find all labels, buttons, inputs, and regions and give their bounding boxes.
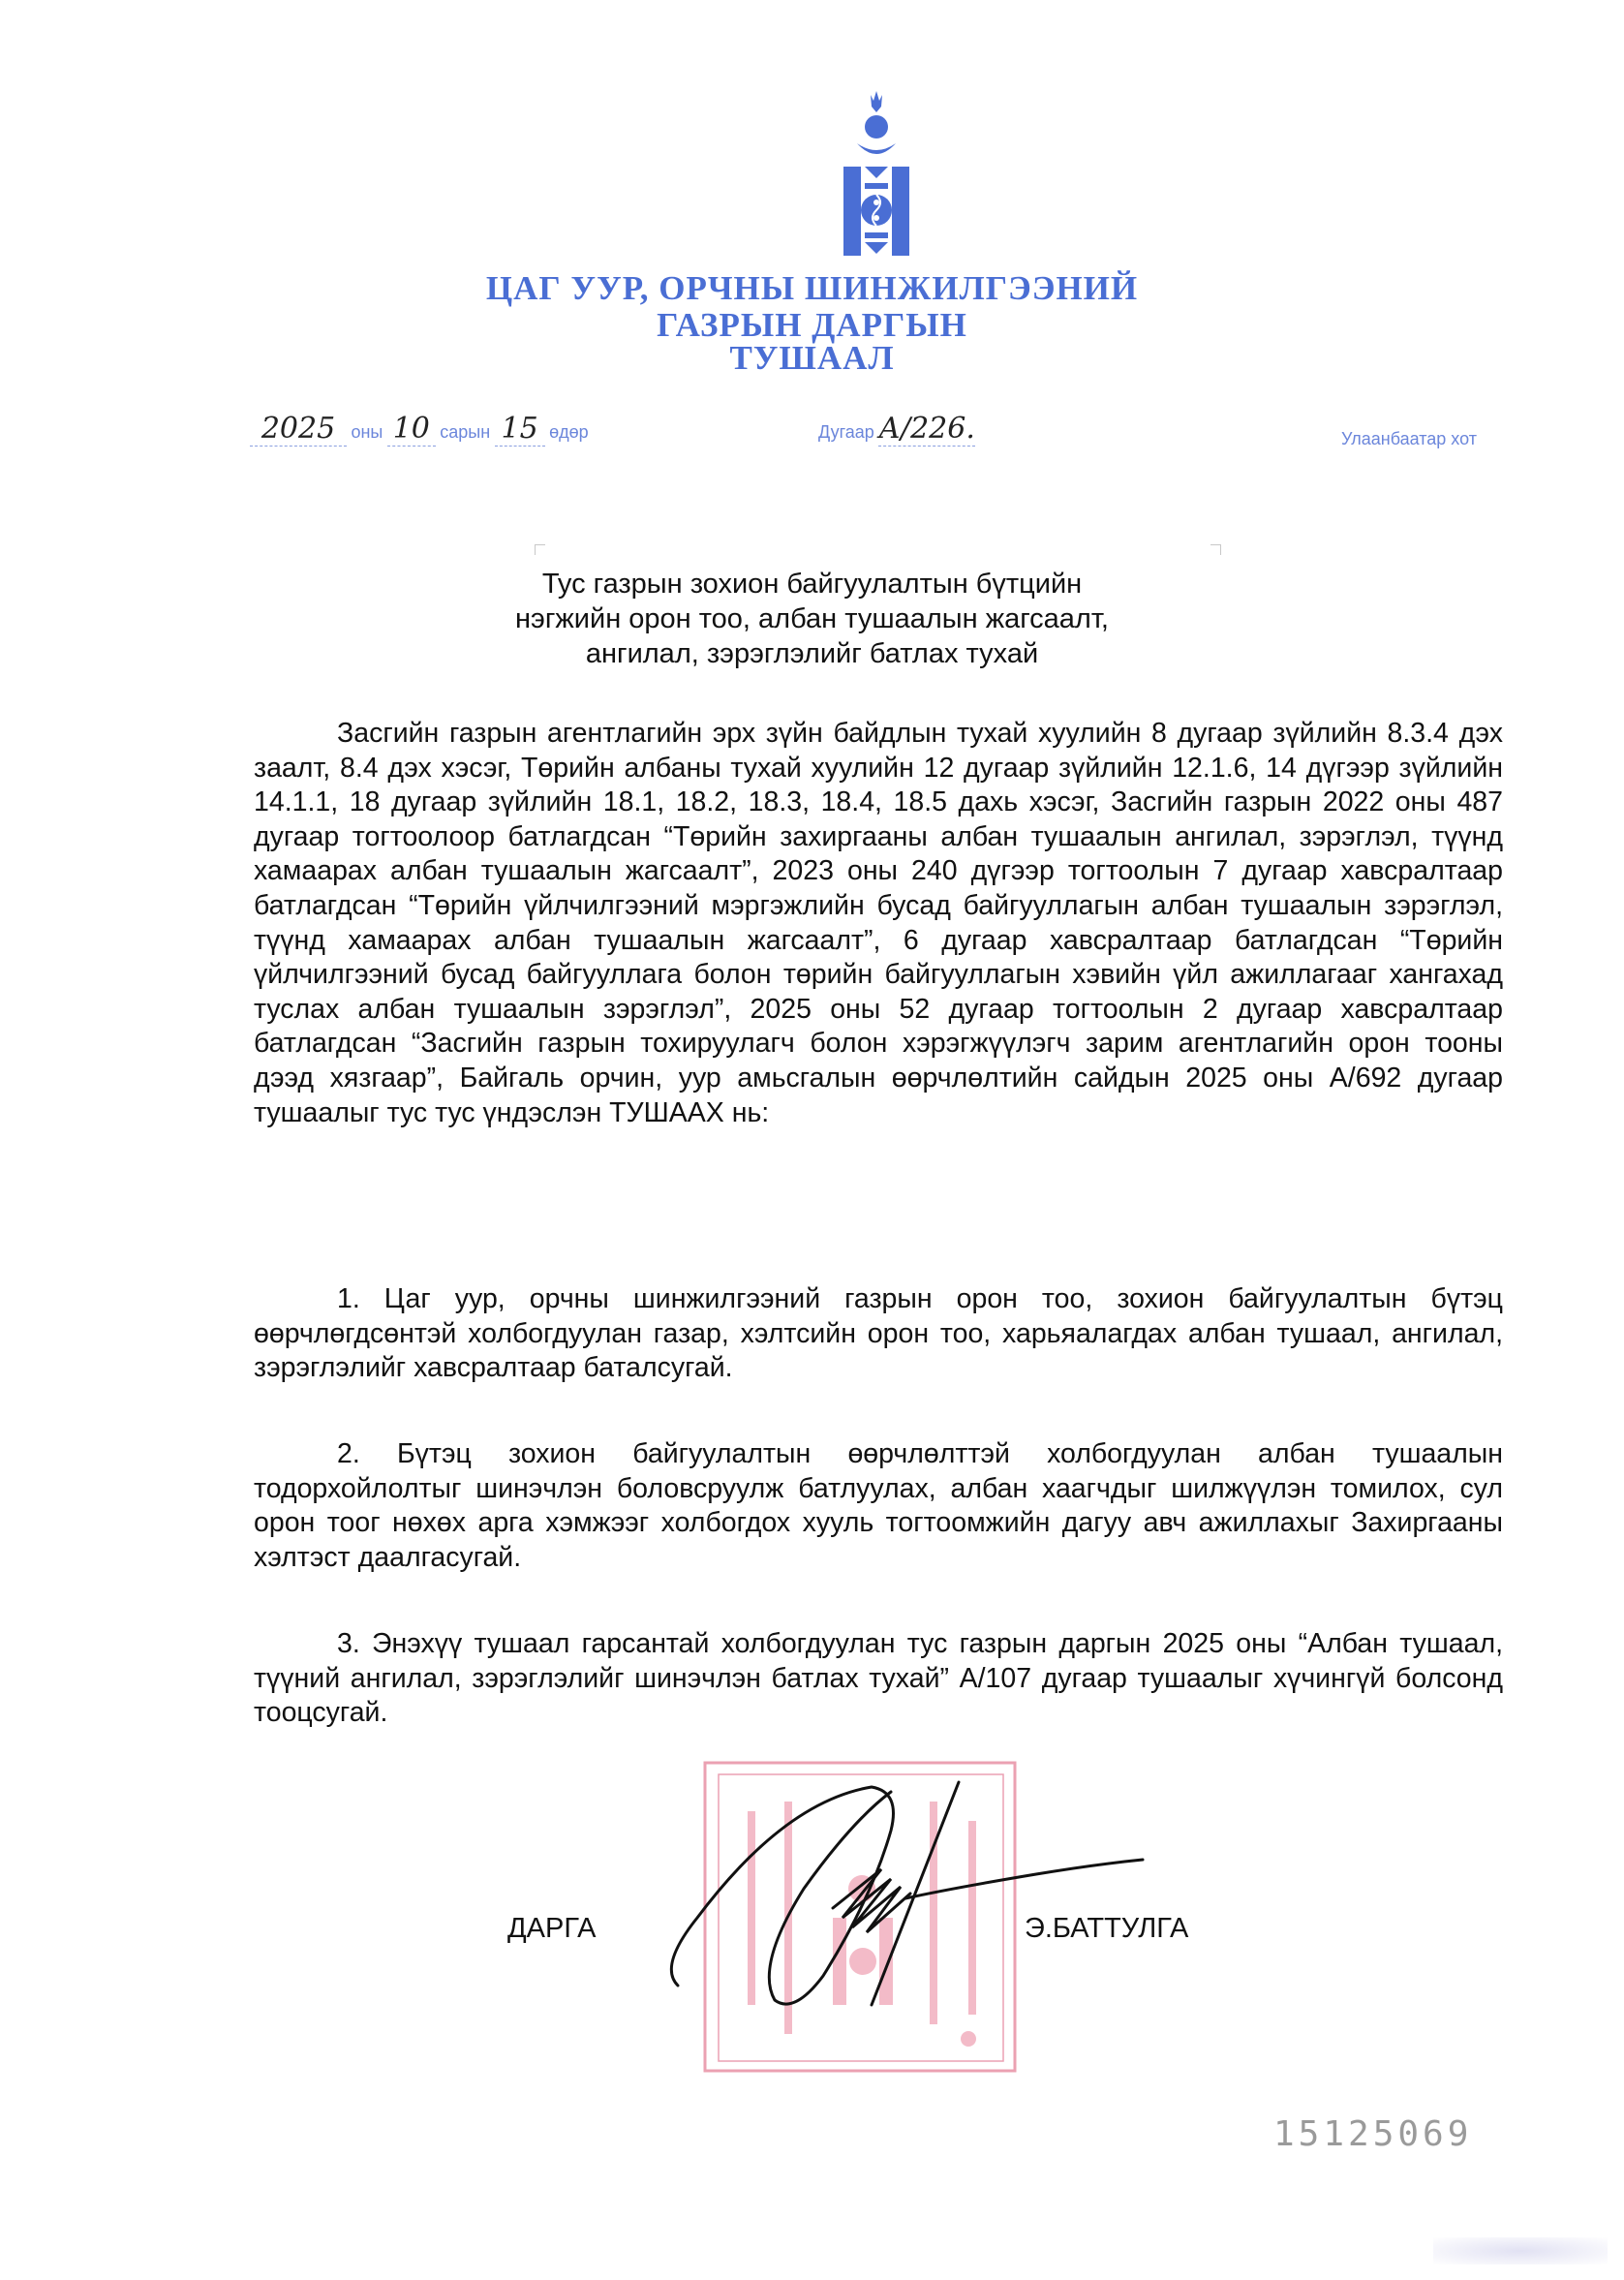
preamble-paragraph — [254, 717, 1503, 1130]
soyombo-emblem-icon — [828, 89, 925, 263]
title-corner-right — [1210, 544, 1221, 555]
document-number-field — [818, 412, 975, 447]
date-month: 10 — [387, 412, 436, 447]
org-name-line2: ГАЗРЫН ДАРГЫН — [657, 306, 967, 344]
serial-number: 15125069 — [1273, 2114, 1473, 2154]
document-number-label: Дугаар — [818, 422, 874, 442]
date-year-label: оны — [351, 422, 383, 442]
document-number: А/226. — [878, 412, 975, 446]
document-title — [0, 567, 1624, 671]
date-year: 2025 — [250, 412, 347, 447]
signatory-position: ДАРГА — [507, 1913, 597, 1944]
scan-smudge — [1433, 2237, 1608, 2265]
document-title-line1: Тус газрын зохион байгуулалтын бүтцийн — [541, 569, 1083, 600]
date-field — [250, 412, 589, 447]
order-item-2 — [254, 1437, 1503, 1575]
document-title-line3: ангилал, зэрэглэлийг батлах тухай — [585, 638, 1039, 669]
document-type: ТУШААЛ — [729, 339, 895, 377]
date-day-label: өдөр — [549, 422, 589, 442]
date-day: 15 — [495, 412, 545, 447]
handwritten-signature-icon — [659, 1772, 1230, 2024]
order-item-text: 3. Энэхүү тушаал гарсантай холбогдуулан тус газрын даргын 2025 оны “Албан тушаал, түүний ангилал, зэрэглэлийг шинэчлэн батлах тухай” А/107 дугаар тушаалыг хүчингүй болсонд тооцсугай. — [254, 1628, 1503, 1729]
order-item-text: 1. Цаг уур, орчны шинжилгээний газрын орон тоо, зохион байгуулалтын бүтэц өөрчлөгдсөнтэй холбогдуулан газар, хэлтсийн орон тоо, харьяалагдах албан тушаал, ангилал, зэрэглэлийг хавсралтаар баталсугай. — [254, 1283, 1503, 1384]
document-title-line2: нэгжийн орон тоо, албан тушаалын жагсаалт, — [515, 603, 1109, 634]
order-item-3 — [254, 1627, 1503, 1731]
city: Улаанбаатар хот — [1341, 429, 1477, 448]
title-corner-left — [535, 544, 545, 555]
signatory-name: Э.БАТТУЛГА — [1025, 1913, 1189, 1944]
date-month-label: сарын — [440, 422, 491, 442]
order-item-1 — [254, 1282, 1503, 1386]
order-item-text: 2. Бүтэц зохион байгуулалтын өөрчлөлттэй холбогдуулан албан тушаалын тодорхойлолтыг шинэчлэн боловсруулж батлуулах, албан хаагчдыг шилжүүлэн томилох, сул орон тоог нөхөх арга хэмжээг холбогдох хууль тогтоомжийн дагуу авч ажиллахыг Захиргааны хэлтэст даалгасугай. — [254, 1438, 1503, 1573]
org-name-line1: ЦАГ УУР, ОРЧНЫ ШИНЖИЛГЭЭНИЙ — [485, 269, 1139, 307]
preamble-text: Засгийн газрын агентлагийн эрх зүйн байдлын тухай хуулийн 8 дугаар зүйлийн 8.3.4 дэх заалт, 8.4 дэх хэсэг, Төрийн албаны тухай хуулийн 12 дугаар зүйлийн 12.1.6, 14 дүгээр зүйлийн 14.1.1, 18 дугаар зүйлийн 18.1, 18.2, 18.3, 18.4, 18.5 дахь хэсэг, Засгийн газрын 2022 оны 487 дугаар тогтоолоор батлагдсан “Төрийн захиргааны албан тушаалын ангилал, зэрэглэл, түүнд хамаарах албан тушаалын жагсаалт”, 2023 оны 240 дүгээр тогтоолын 7 дугаар хавсралтаар батлагдсан “Төрийн үйлчилгээний мэргэжлийн бусад байгууллагын албан тушаалын зэрэглэл, түүнд хамаарах албан тушаалын жагсаалт”, 6 дугаар хавсралтаар батлагдсан “Төрийн үйлчилгээний бусад байгууллага болон төрийн байгууллагын хэвийн үйл ажиллагааг хангахад туслах албан тушаалын зэрэглэл”, 2025 оны 52 дугаар тогтоолын 2 дугаар хавсралтаар батлагдсан “Засгийн газрын тохируулагч болон хэрэгжүүлэгч зарим агентлагийн орон тооны дээд хязгаар”, Байгаль орчин, уур амьсгалын өөрчлөлтийн сайдын 2025 оны А/692 дугаар тушаалыг тус тус үндэслэн ТУШААХ нь: — [254, 718, 1503, 1128]
